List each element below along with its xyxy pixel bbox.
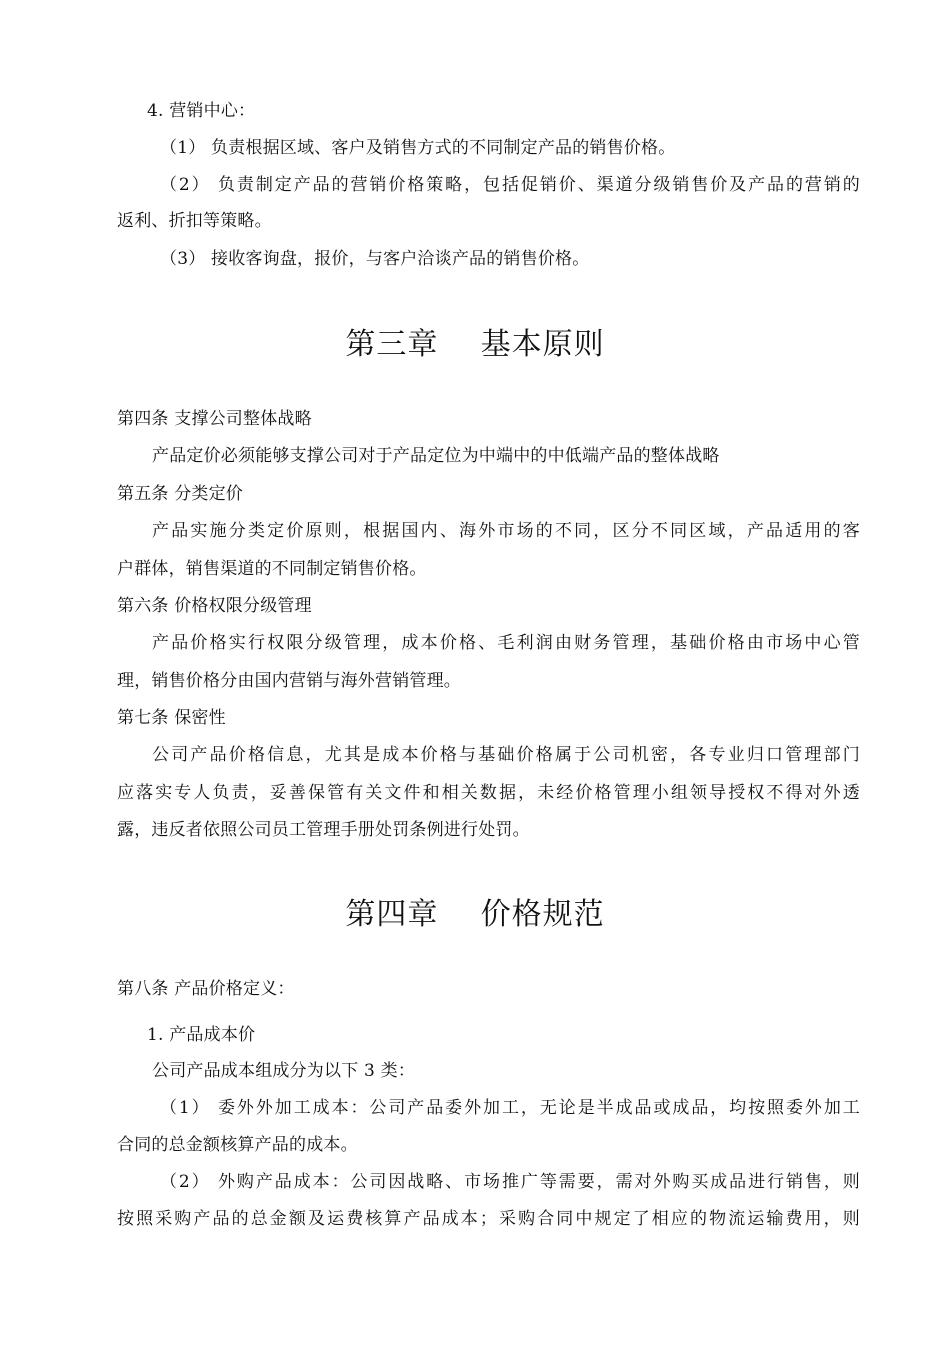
cost-item-2-line-1: （2） 外购产品成本：公司因战略、市场推广等需要，需对外购买成品进行销售，则 bbox=[160, 1172, 860, 1192]
chapter-3-heading: 第三章 基本原则 bbox=[345, 327, 605, 362]
cost-price-subheading: 1. 产品成本价 bbox=[147, 1025, 256, 1045]
article-6-body-line-2: 理，销售价格分由国内营销与海外营销管理。 bbox=[117, 671, 461, 691]
article-7-body-line-3: 露，违反者依照公司员工管理手册处罚条例进行处罚。 bbox=[117, 820, 530, 840]
cost-item-2-line-2: 按照采购产品的总金额及运费核算产品成本；采购合同中规定了相应的物流运输费用，则 bbox=[117, 1209, 860, 1229]
article-5-body-line-2: 户群体，销售渠道的不同制定销售价格。 bbox=[117, 559, 427, 579]
item-2-text: （2） 负责制定产品的营销价格策略，包括促销价、渠道分级销售价及产品的营销的 bbox=[160, 175, 860, 195]
article-8-title: 第八条 产品价格定义： bbox=[117, 979, 295, 999]
section-4-title: 4. 营销中心： bbox=[147, 101, 256, 121]
article-6-title: 第六条 价格权限分级管理 bbox=[117, 596, 312, 616]
cost-item-1-line-2: 合同的总金额核算产品的成本。 bbox=[117, 1135, 358, 1155]
item-3-text: （3） 接收客询盘，报价，与客户洽谈产品的销售价格。 bbox=[160, 249, 590, 269]
article-5-title: 第五条 分类定价 bbox=[117, 484, 244, 504]
article-7-body-line-1: 公司产品价格信息，尤其是成本价格与基础价格属于公司机密，各专业归口管理部门 bbox=[152, 745, 860, 765]
article-7-body-line-2: 应落实专人负责，妥善保管有关文件和相关数据，未经价格管理小组领导授权不得对外透 bbox=[117, 783, 860, 803]
item-1-text: （1） 负责根据区域、客户及销售方式的不同制定产品的销售价格。 bbox=[160, 138, 676, 158]
article-7-title: 第七条 保密性 bbox=[117, 708, 226, 728]
article-4-title: 第四条 支撑公司整体战略 bbox=[117, 409, 312, 429]
cost-item-1-line-1: （1） 委外外加工成本：公司产品委外加工，无论是半成品或成品，均按照委外加工 bbox=[160, 1098, 860, 1118]
article-4-body: 产品定价必须能够支撑公司对于产品定位为中端中的中低端产品的整体战略 bbox=[152, 446, 720, 466]
chapter-4-heading: 第四章 价格规范 bbox=[345, 897, 605, 932]
item-2-continued: 返利、折扣等策略。 bbox=[117, 211, 272, 231]
article-6-body-line-1: 产品价格实行权限分级管理，成本价格、毛利润由财务管理，基础价格由市场中心管 bbox=[152, 633, 860, 653]
article-5-body-line-1: 产品实施分类定价原则，根据国内、海外市场的不同，区分不同区域，产品适用的客 bbox=[152, 521, 860, 541]
cost-composition-intro: 公司产品成本组成分为以下 3 类： bbox=[152, 1061, 416, 1081]
